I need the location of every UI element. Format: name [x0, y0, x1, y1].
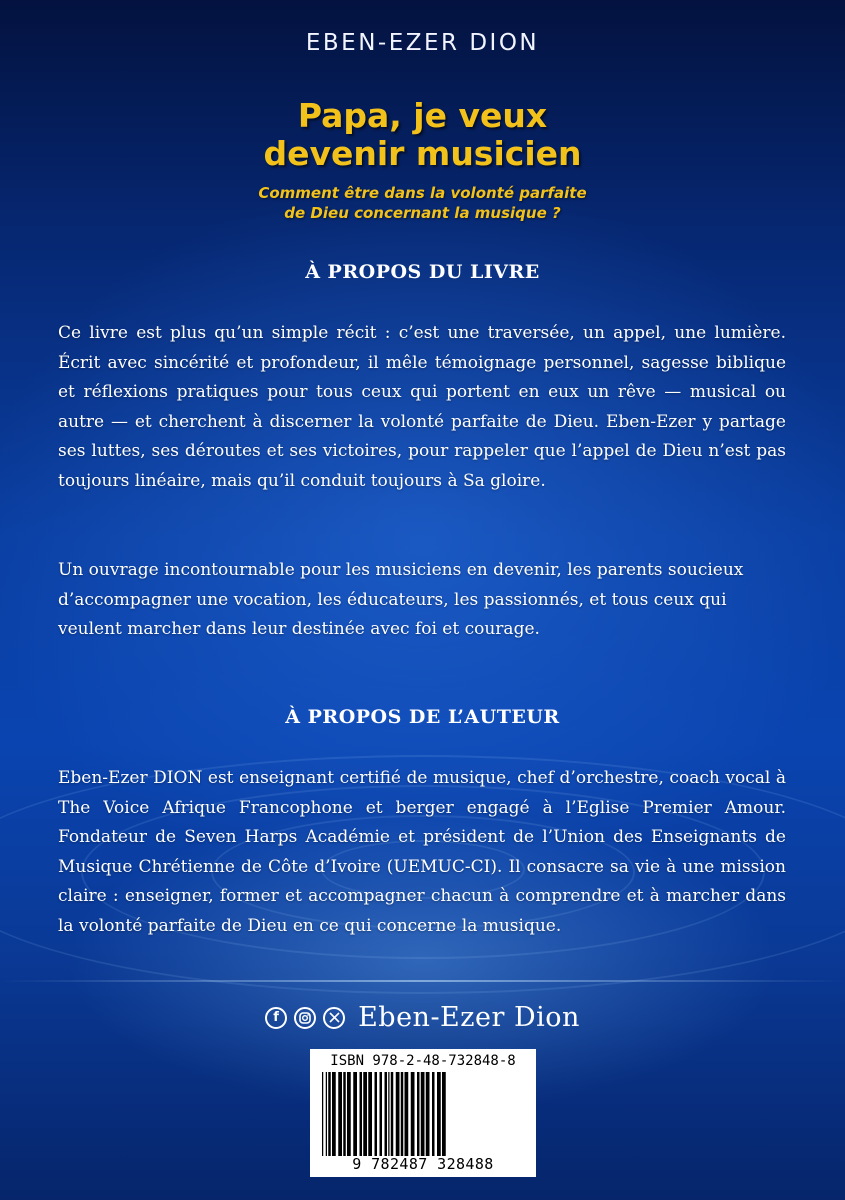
subtitle-line-1: Comment être dans la volonté parfaite [258, 184, 587, 202]
barcode-bar [322, 1072, 323, 1156]
barcode-bar [360, 1072, 363, 1156]
barcode-bar [405, 1072, 409, 1156]
barcode-bar [391, 1072, 394, 1156]
barcode-bar [347, 1072, 351, 1156]
barcode-bar [326, 1072, 327, 1156]
about-book-paragraph-2: Un ouvrage incontournable pour les musiciens en devenir, les parents soucieux d’accompagner une vocation, les éducateurs, les passionnés, et tous ceux qui veulent marcher dans leur destinée avec foi et courage. [58, 560, 744, 639]
barcode-bar [328, 1072, 331, 1156]
about-author-paragraph: Eben-Ezer DION est enseignant certifié de musique, chef d’orchestre, coach vocal à The Voice Afrique Francophone et berger engagé à l’Eglise Premier Amour. Fondateur de Seven Harps Académie et président de l’Union des Enseignants de Musique Chrétienne de Côte d’Ivoire (UEMUC-CI). Il consacre sa vie à une mission claire : enseigner, former et accompagner chacun à comprendre et à marcher dans la volonté parfaite de Dieu en ce qui concerne la musique. [58, 768, 786, 936]
subtitle-line-2: de Dieu concernant la musique ? [284, 204, 561, 222]
barcode-bar [332, 1072, 336, 1156]
about-author-heading: À PROPOS DE L’AUTEUR [285, 706, 560, 728]
barcode-bar [353, 1072, 357, 1156]
instagram-icon [294, 1007, 316, 1029]
social-media-row [0, 1002, 845, 1033]
barcode-bar [426, 1072, 430, 1156]
barcode-bar [437, 1072, 441, 1156]
author-name-top: EBEN-EZER DION [305, 30, 540, 56]
x-icon [323, 1007, 345, 1029]
barcode-number: 9 782487 328488 [352, 1155, 494, 1173]
barcode-bar [421, 1072, 425, 1156]
barcode-bar [401, 1072, 404, 1156]
barcode-bar [411, 1072, 415, 1156]
barcode-bar [417, 1072, 420, 1156]
barcode-bar [396, 1072, 400, 1156]
barcode-bar [363, 1072, 367, 1156]
title-line-1: Papa, je veux [297, 96, 548, 135]
isbn-barcode [310, 1049, 536, 1177]
barcode-bars [318, 1072, 528, 1156]
water-horizon-line [0, 980, 845, 982]
isbn-label: ISBN 978-2-48-732848-8 [330, 1053, 516, 1069]
barcode-bar [338, 1072, 342, 1156]
barcode-bar [380, 1072, 383, 1156]
facebook-icon: f [265, 1007, 287, 1029]
about-book-heading: À PROPOS DU LIVRE [305, 261, 540, 283]
barcode-bar [368, 1072, 372, 1156]
barcode-bar [375, 1072, 378, 1156]
barcode-bar [388, 1072, 389, 1156]
book-subtitle [0, 183, 845, 223]
barcode-bar [432, 1072, 435, 1156]
social-handle: Eben-Ezer Dion [358, 1002, 580, 1033]
barcode-bar [343, 1072, 346, 1156]
book-title [0, 97, 845, 173]
barcode-bar [385, 1072, 388, 1156]
barcode-bar [442, 1072, 446, 1156]
about-book-paragraph-1: Ce livre est plus qu’un simple récit : c’est une traversée, un appel, une lumière. Écrit avec sincérité et profondeur, il mêle témoignage personnel, sagesse biblique et réflexions pratiques pour tous ceux qui portent en eux un rêve — musical ou autre — et cherchent à discerner la volonté parfaite de Dieu. Eben-Ezer y partage ses luttes, ses déroutes et ses victoires, pour rappeler que l’appel de Dieu n’est pas toujours linéaire, mais qu’il conduit toujours à Sa gloire. [58, 323, 786, 491]
title-line-2: devenir musicien [263, 134, 582, 173]
